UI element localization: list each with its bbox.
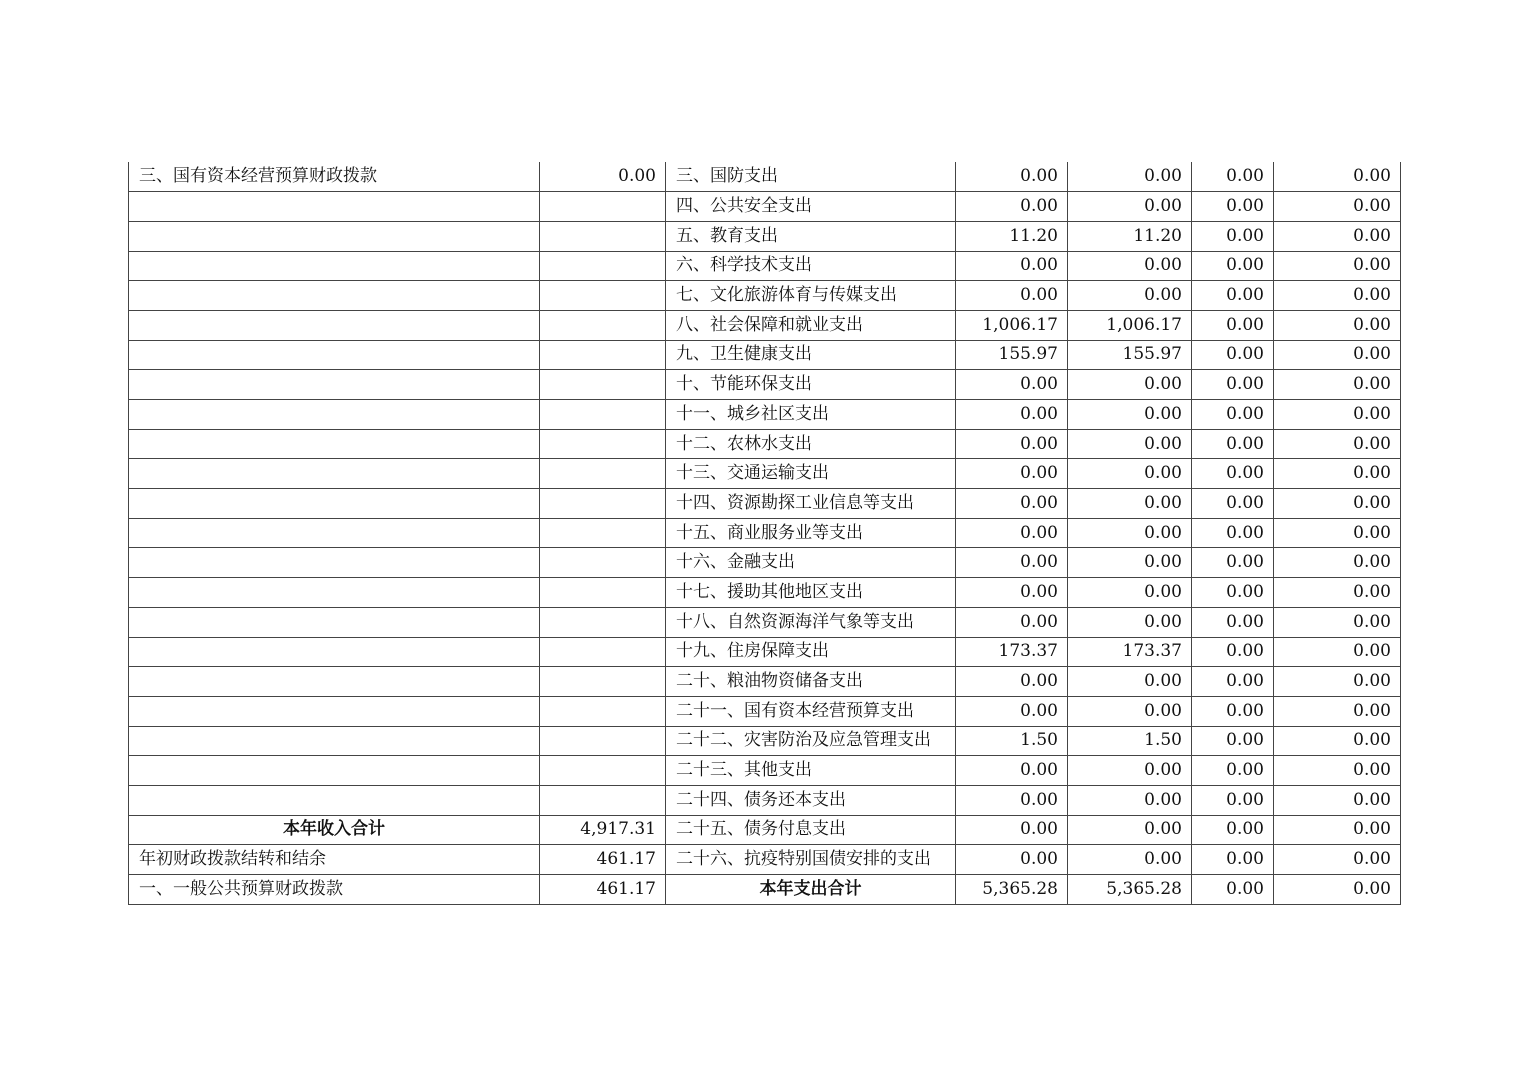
expense-total-cell: 5,365.28: [956, 875, 1068, 905]
expense-total-cell: 0.00: [956, 696, 1068, 726]
expense-total-cell: 0.00: [956, 756, 1068, 786]
general-budget-cell: 0.00: [1068, 400, 1192, 430]
general-budget-cell: 0.00: [1068, 548, 1192, 578]
state-capital-cell: 0.00: [1274, 667, 1401, 697]
income-item-cell: [129, 251, 540, 281]
expense-total-cell: 0.00: [956, 845, 1068, 875]
income-amount-cell: [540, 459, 666, 489]
expense-item-cell: 二十一、国有资本经营预算支出: [666, 696, 956, 726]
general-budget-cell: 0.00: [1068, 162, 1192, 192]
state-capital-cell: 0.00: [1274, 518, 1401, 548]
expense-total-cell: 0.00: [956, 162, 1068, 192]
gov-fund-cell: 0.00: [1192, 578, 1274, 608]
income-amount-cell: [540, 489, 666, 519]
table-row: [129, 785, 1401, 815]
gov-fund-cell: 0.00: [1192, 548, 1274, 578]
table-row: [129, 667, 1401, 697]
state-capital-cell: 0.00: [1274, 696, 1401, 726]
expense-total-cell: 155.97: [956, 340, 1068, 370]
income-item-cell: [129, 518, 540, 548]
income-amount-cell: [540, 518, 666, 548]
general-budget-cell: 1.50: [1068, 726, 1192, 756]
expense-total-cell: 0.00: [956, 815, 1068, 845]
gov-fund-cell: 0.00: [1192, 400, 1274, 430]
expense-total-cell: 0.00: [956, 192, 1068, 222]
gov-fund-cell: 0.00: [1192, 489, 1274, 519]
expense-item-cell: 二十二、灾害防治及应急管理支出: [666, 726, 956, 756]
state-capital-cell: 0.00: [1274, 221, 1401, 251]
income-item-cell: [129, 696, 540, 726]
table-row: [129, 726, 1401, 756]
income-amount-cell: [540, 637, 666, 667]
general-budget-cell: 0.00: [1068, 489, 1192, 519]
gov-fund-cell: 0.00: [1192, 251, 1274, 281]
income-amount-cell: [540, 607, 666, 637]
state-capital-cell: 0.00: [1274, 459, 1401, 489]
general-budget-cell: 0.00: [1068, 578, 1192, 608]
income-amount-cell: [540, 281, 666, 311]
table-row: [129, 340, 1401, 370]
general-budget-cell: 5,365.28: [1068, 875, 1192, 905]
gov-fund-cell: 0.00: [1192, 726, 1274, 756]
income-amount-cell: [540, 548, 666, 578]
table-row: [129, 637, 1401, 667]
expense-item-cell: 六、科学技术支出: [666, 251, 956, 281]
gov-fund-cell: 0.00: [1192, 667, 1274, 697]
expense-item-cell: 二十三、其他支出: [666, 756, 956, 786]
expense-total-cell: 0.00: [956, 459, 1068, 489]
gov-fund-cell: 0.00: [1192, 281, 1274, 311]
table-row: [129, 875, 1401, 905]
general-budget-cell: 0.00: [1068, 281, 1192, 311]
expense-item-cell: 二十五、债务付息支出: [666, 815, 956, 845]
expense-item-cell: 二十、粮油物资储备支出: [666, 667, 956, 697]
income-item-cell: [129, 310, 540, 340]
gov-fund-cell: 0.00: [1192, 756, 1274, 786]
gov-fund-cell: 0.00: [1192, 192, 1274, 222]
expense-item-cell: 四、公共安全支出: [666, 192, 956, 222]
gov-fund-cell: 0.00: [1192, 875, 1274, 905]
income-amount-cell: [540, 310, 666, 340]
expense-item-cell: 五、教育支出: [666, 221, 956, 251]
state-capital-cell: 0.00: [1274, 162, 1401, 192]
expense-total-cell: 0.00: [956, 785, 1068, 815]
general-budget-cell: 0.00: [1068, 370, 1192, 400]
expense-item-cell: 七、文化旅游体育与传媒支出: [666, 281, 956, 311]
state-capital-cell: 0.00: [1274, 251, 1401, 281]
state-capital-cell: 0.00: [1274, 281, 1401, 311]
income-amount-cell: [540, 667, 666, 697]
income-item-cell: [129, 192, 540, 222]
general-budget-cell: 155.97: [1068, 340, 1192, 370]
state-capital-cell: 0.00: [1274, 340, 1401, 370]
table-row: [129, 489, 1401, 519]
income-amount-cell: 0.00: [540, 162, 666, 192]
table-row: [129, 221, 1401, 251]
expense-item-cell: 十三、交通运输支出: [666, 459, 956, 489]
state-capital-cell: 0.00: [1274, 637, 1401, 667]
general-budget-cell: 0.00: [1068, 756, 1192, 786]
expense-item-cell: 十一、城乡社区支出: [666, 400, 956, 430]
income-item-cell: [129, 340, 540, 370]
expense-item-cell: 十二、农林水支出: [666, 429, 956, 459]
expense-total-cell: 1.50: [956, 726, 1068, 756]
table-row: [129, 756, 1401, 786]
state-capital-cell: 0.00: [1274, 845, 1401, 875]
general-budget-cell: 0.00: [1068, 251, 1192, 281]
expense-item-cell: 十、节能环保支出: [666, 370, 956, 400]
state-capital-cell: 0.00: [1274, 548, 1401, 578]
expense-total-cell: 1,006.17: [956, 310, 1068, 340]
expense-item-cell: 十八、自然资源海洋气象等支出: [666, 607, 956, 637]
expense-item-cell: 十七、援助其他地区支出: [666, 578, 956, 608]
expense-item-cell: 八、社会保障和就业支出: [666, 310, 956, 340]
gov-fund-cell: 0.00: [1192, 785, 1274, 815]
table-row: [129, 815, 1401, 845]
expense-item-cell: 二十四、债务还本支出: [666, 785, 956, 815]
general-budget-cell: 173.37: [1068, 637, 1192, 667]
gov-fund-cell: 0.00: [1192, 340, 1274, 370]
table-row: [129, 251, 1401, 281]
gov-fund-cell: 0.00: [1192, 637, 1274, 667]
income-item-cell: 年初财政拨款结转和结余: [129, 845, 540, 875]
income-item-cell: [129, 607, 540, 637]
income-amount-cell: [540, 429, 666, 459]
income-item-cell: [129, 785, 540, 815]
income-item-cell: 三、国有资本经营预算财政拨款: [129, 162, 540, 192]
income-item-cell: [129, 756, 540, 786]
state-capital-cell: 0.00: [1274, 607, 1401, 637]
income-amount-cell: [540, 221, 666, 251]
income-item-cell: [129, 726, 540, 756]
expense-item-cell: 十六、金融支出: [666, 548, 956, 578]
income-amount-cell: [540, 192, 666, 222]
table-body: [129, 162, 1401, 904]
expense-total-cell: 0.00: [956, 251, 1068, 281]
gov-fund-cell: 0.00: [1192, 310, 1274, 340]
income-amount-cell: [540, 370, 666, 400]
gov-fund-cell: 0.00: [1192, 696, 1274, 726]
expense-total-cell: 0.00: [956, 578, 1068, 608]
income-item-cell: [129, 400, 540, 430]
expense-item-cell: 十九、住房保障支出: [666, 637, 956, 667]
income-amount-cell: [540, 578, 666, 608]
expense-item-cell: 十四、资源勘探工业信息等支出: [666, 489, 956, 519]
state-capital-cell: 0.00: [1274, 756, 1401, 786]
income-amount-cell: [540, 340, 666, 370]
income-item-cell: [129, 637, 540, 667]
state-capital-cell: 0.00: [1274, 726, 1401, 756]
income-item-cell: [129, 667, 540, 697]
state-capital-cell: 0.00: [1274, 875, 1401, 905]
table-row: [129, 518, 1401, 548]
income-item-cell: [129, 221, 540, 251]
income-amount-cell: [540, 251, 666, 281]
gov-fund-cell: 0.00: [1192, 459, 1274, 489]
budget-table: [128, 162, 1401, 905]
expense-total-cell: 0.00: [956, 607, 1068, 637]
expense-total-cell: 0.00: [956, 548, 1068, 578]
gov-fund-cell: 0.00: [1192, 607, 1274, 637]
gov-fund-cell: 0.00: [1192, 221, 1274, 251]
table-row: [129, 459, 1401, 489]
expense-total-cell: 0.00: [956, 518, 1068, 548]
general-budget-cell: 0.00: [1068, 607, 1192, 637]
table-row: [129, 370, 1401, 400]
income-amount-cell: 461.17: [540, 845, 666, 875]
expense-total-cell: 0.00: [956, 429, 1068, 459]
income-amount-cell: [540, 726, 666, 756]
gov-fund-cell: 0.00: [1192, 429, 1274, 459]
state-capital-cell: 0.00: [1274, 815, 1401, 845]
income-item-cell: [129, 548, 540, 578]
income-item-cell: [129, 281, 540, 311]
general-budget-cell: 0.00: [1068, 696, 1192, 726]
table-row: [129, 400, 1401, 430]
expense-item-cell: 十五、商业服务业等支出: [666, 518, 956, 548]
table-row: [129, 429, 1401, 459]
table-row: [129, 548, 1401, 578]
expense-item-cell: 二十六、抗疫特别国债安排的支出: [666, 845, 956, 875]
income-item-cell: [129, 429, 540, 459]
general-budget-cell: 0.00: [1068, 815, 1192, 845]
expense-total-cell: 0.00: [956, 489, 1068, 519]
state-capital-cell: 0.00: [1274, 578, 1401, 608]
general-budget-cell: 1,006.17: [1068, 310, 1192, 340]
state-capital-cell: 0.00: [1274, 785, 1401, 815]
state-capital-cell: 0.00: [1274, 370, 1401, 400]
expense-total-cell: 0.00: [956, 370, 1068, 400]
income-amount-cell: 4,917.31: [540, 815, 666, 845]
table-row: [129, 192, 1401, 222]
gov-fund-cell: 0.00: [1192, 518, 1274, 548]
expense-item-cell: 三、国防支出: [666, 162, 956, 192]
expense-total-cell: 0.00: [956, 281, 1068, 311]
income-item-cell: [129, 459, 540, 489]
table-row: [129, 281, 1401, 311]
state-capital-cell: 0.00: [1274, 429, 1401, 459]
income-amount-cell: [540, 785, 666, 815]
table-row: [129, 162, 1401, 192]
general-budget-cell: 0.00: [1068, 785, 1192, 815]
income-amount-cell: [540, 400, 666, 430]
general-budget-cell: 11.20: [1068, 221, 1192, 251]
general-budget-cell: 0.00: [1068, 429, 1192, 459]
gov-fund-cell: 0.00: [1192, 370, 1274, 400]
income-item-cell: [129, 489, 540, 519]
table-row: [129, 578, 1401, 608]
general-budget-cell: 0.00: [1068, 518, 1192, 548]
expense-item-cell: 九、卫生健康支出: [666, 340, 956, 370]
table-row: [129, 696, 1401, 726]
income-item-cell: [129, 578, 540, 608]
income-item-cell: 本年收入合计: [129, 815, 540, 845]
expense-total-cell: 0.00: [956, 400, 1068, 430]
general-budget-cell: 0.00: [1068, 459, 1192, 489]
table-row: [129, 310, 1401, 340]
table-row: [129, 845, 1401, 875]
general-budget-cell: 0.00: [1068, 192, 1192, 222]
income-amount-cell: [540, 756, 666, 786]
gov-fund-cell: 0.00: [1192, 162, 1274, 192]
gov-fund-cell: 0.00: [1192, 845, 1274, 875]
state-capital-cell: 0.00: [1274, 489, 1401, 519]
gov-fund-cell: 0.00: [1192, 815, 1274, 845]
table-row: [129, 607, 1401, 637]
income-amount-cell: [540, 696, 666, 726]
general-budget-cell: 0.00: [1068, 667, 1192, 697]
general-budget-cell: 0.00: [1068, 845, 1192, 875]
income-item-cell: 一、一般公共预算财政拨款: [129, 875, 540, 905]
state-capital-cell: 0.00: [1274, 400, 1401, 430]
expense-item-cell: 本年支出合计: [666, 875, 956, 905]
state-capital-cell: 0.00: [1274, 310, 1401, 340]
income-item-cell: [129, 370, 540, 400]
income-amount-cell: 461.17: [540, 875, 666, 905]
expense-total-cell: 0.00: [956, 667, 1068, 697]
state-capital-cell: 0.00: [1274, 192, 1401, 222]
expense-total-cell: 11.20: [956, 221, 1068, 251]
expense-total-cell: 173.37: [956, 637, 1068, 667]
